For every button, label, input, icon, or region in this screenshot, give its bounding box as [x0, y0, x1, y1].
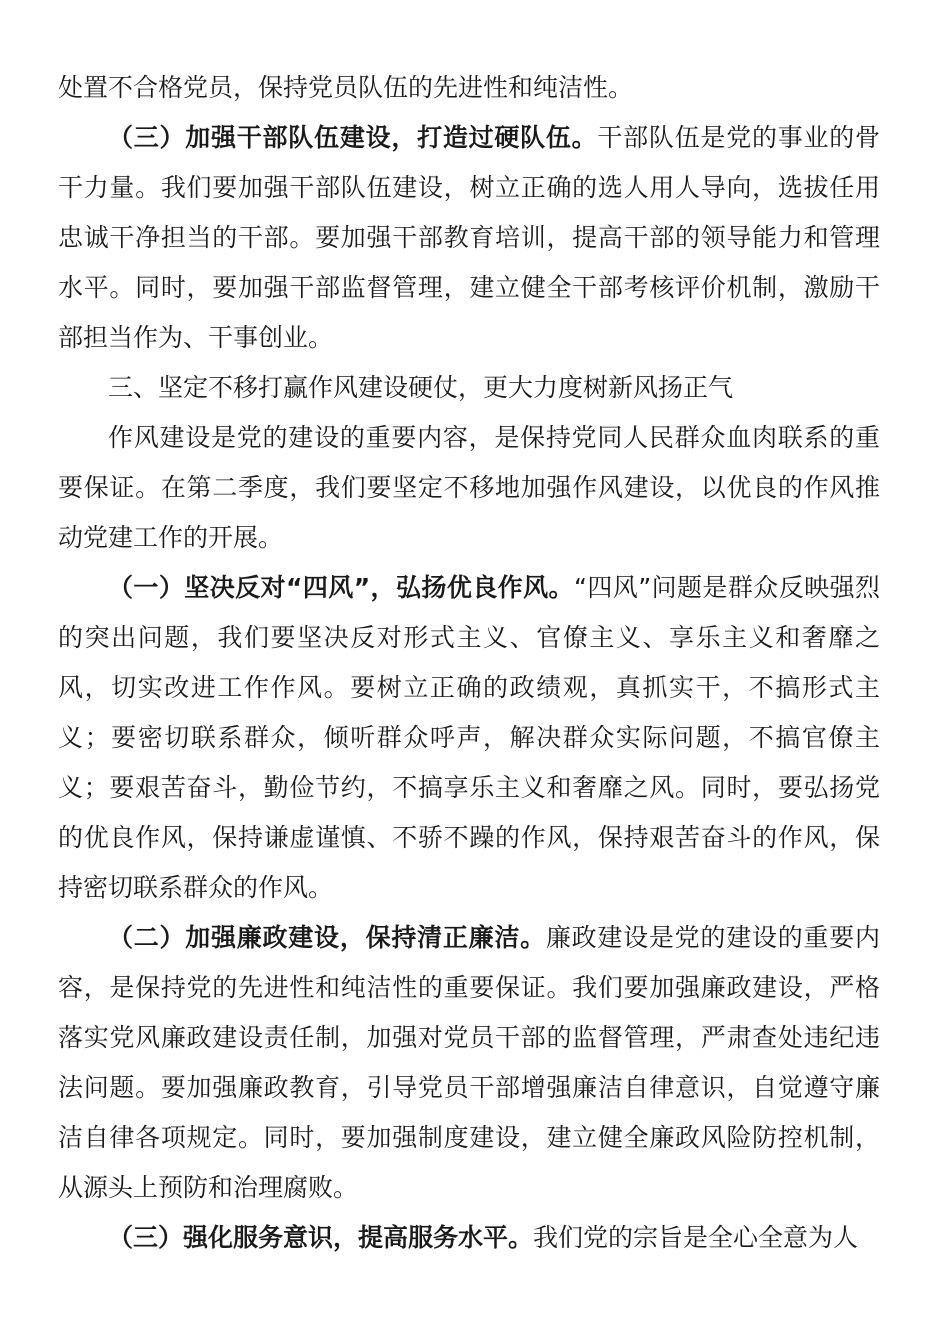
paragraph-6	[58, 913, 880, 1213]
paragraph-2-body: 干部队伍是党的事业的骨干力量。我们要加强干部队伍建设，树立正确的选人用人导向，选拔任用忠诚干净担当的干部。要加强干部教育培训，提高干部的领导能力和管理水平。同时，要加强干部监督管理，建立健全干部考核评价机制，激励干部担当作为、干事创业。	[58, 123, 880, 352]
paragraph-1	[58, 63, 880, 113]
paragraph-5-body: “四风”问题是群众反映强烈的突出问题，我们要坚决反对形式主义、官僚主义、享乐主义和奢靡之风，切实改进工作作风。要树立正确的政绩观，真抓实干，不搞形式主义；要密切联系群众，倾听群众呼声，解决群众实际问题，不搞官僚主义；要艰苦奋斗，勤俭节约，不搞享乐主义和奢靡之风。同时，要弘扬党的优良作风，保持谦虚谨慎、不骄不躁的作风，保持艰苦奋斗的作风，保持密切联系群众的作风。	[58, 573, 880, 902]
paragraph-7-heading: （三）强化服务意识，提高服务水平。	[108, 1223, 534, 1252]
paragraph-7	[58, 1213, 880, 1263]
paragraph-2-heading: （三）加强干部队伍建设，打造过硬队伍。	[108, 123, 598, 152]
paragraph-5-heading: （一）坚决反对“四风”，弘扬优良作风。	[108, 573, 574, 602]
paragraph-5	[58, 563, 880, 913]
section-heading	[58, 363, 880, 413]
paragraph-1-body: 处置不合格党员，保持党员队伍的先进性和纯洁性。	[58, 73, 634, 102]
section-heading-text: 三、坚定不移打赢作风建设硬仗，更大力度树新风扬正气	[108, 373, 734, 402]
paragraph-4	[58, 413, 880, 563]
paragraph-7-body: 我们党的宗旨是全心全意为人	[533, 1223, 859, 1252]
paragraph-4-body: 作风建设是党的建设的重要内容，是保持党同人民群众血肉联系的重要保证。在第二季度，我们要坚定不移地加强作风建设，以优良的作风推动党建工作的开展。	[58, 423, 880, 552]
paragraph-6-heading: （二）加强廉政建设，保持清正廉洁。	[108, 923, 546, 952]
paragraph-6-body: 廉政建设是党的建设的重要内容，是保持党的先进性和纯洁性的重要保证。我们要加强廉政建设，严格落实党风廉政建设责任制，加强对党员干部的监督管理，严肃查处违纪违法问题。要加强廉政教育，引导党员干部增强廉洁自律意识，自觉遵守廉洁自律各项规定。同时，要加强制度建设，建立健全廉政风险防控机制，从源头上预防和治理腐败。	[58, 923, 880, 1202]
paragraph-2	[58, 113, 880, 363]
document-page	[58, 63, 880, 1263]
